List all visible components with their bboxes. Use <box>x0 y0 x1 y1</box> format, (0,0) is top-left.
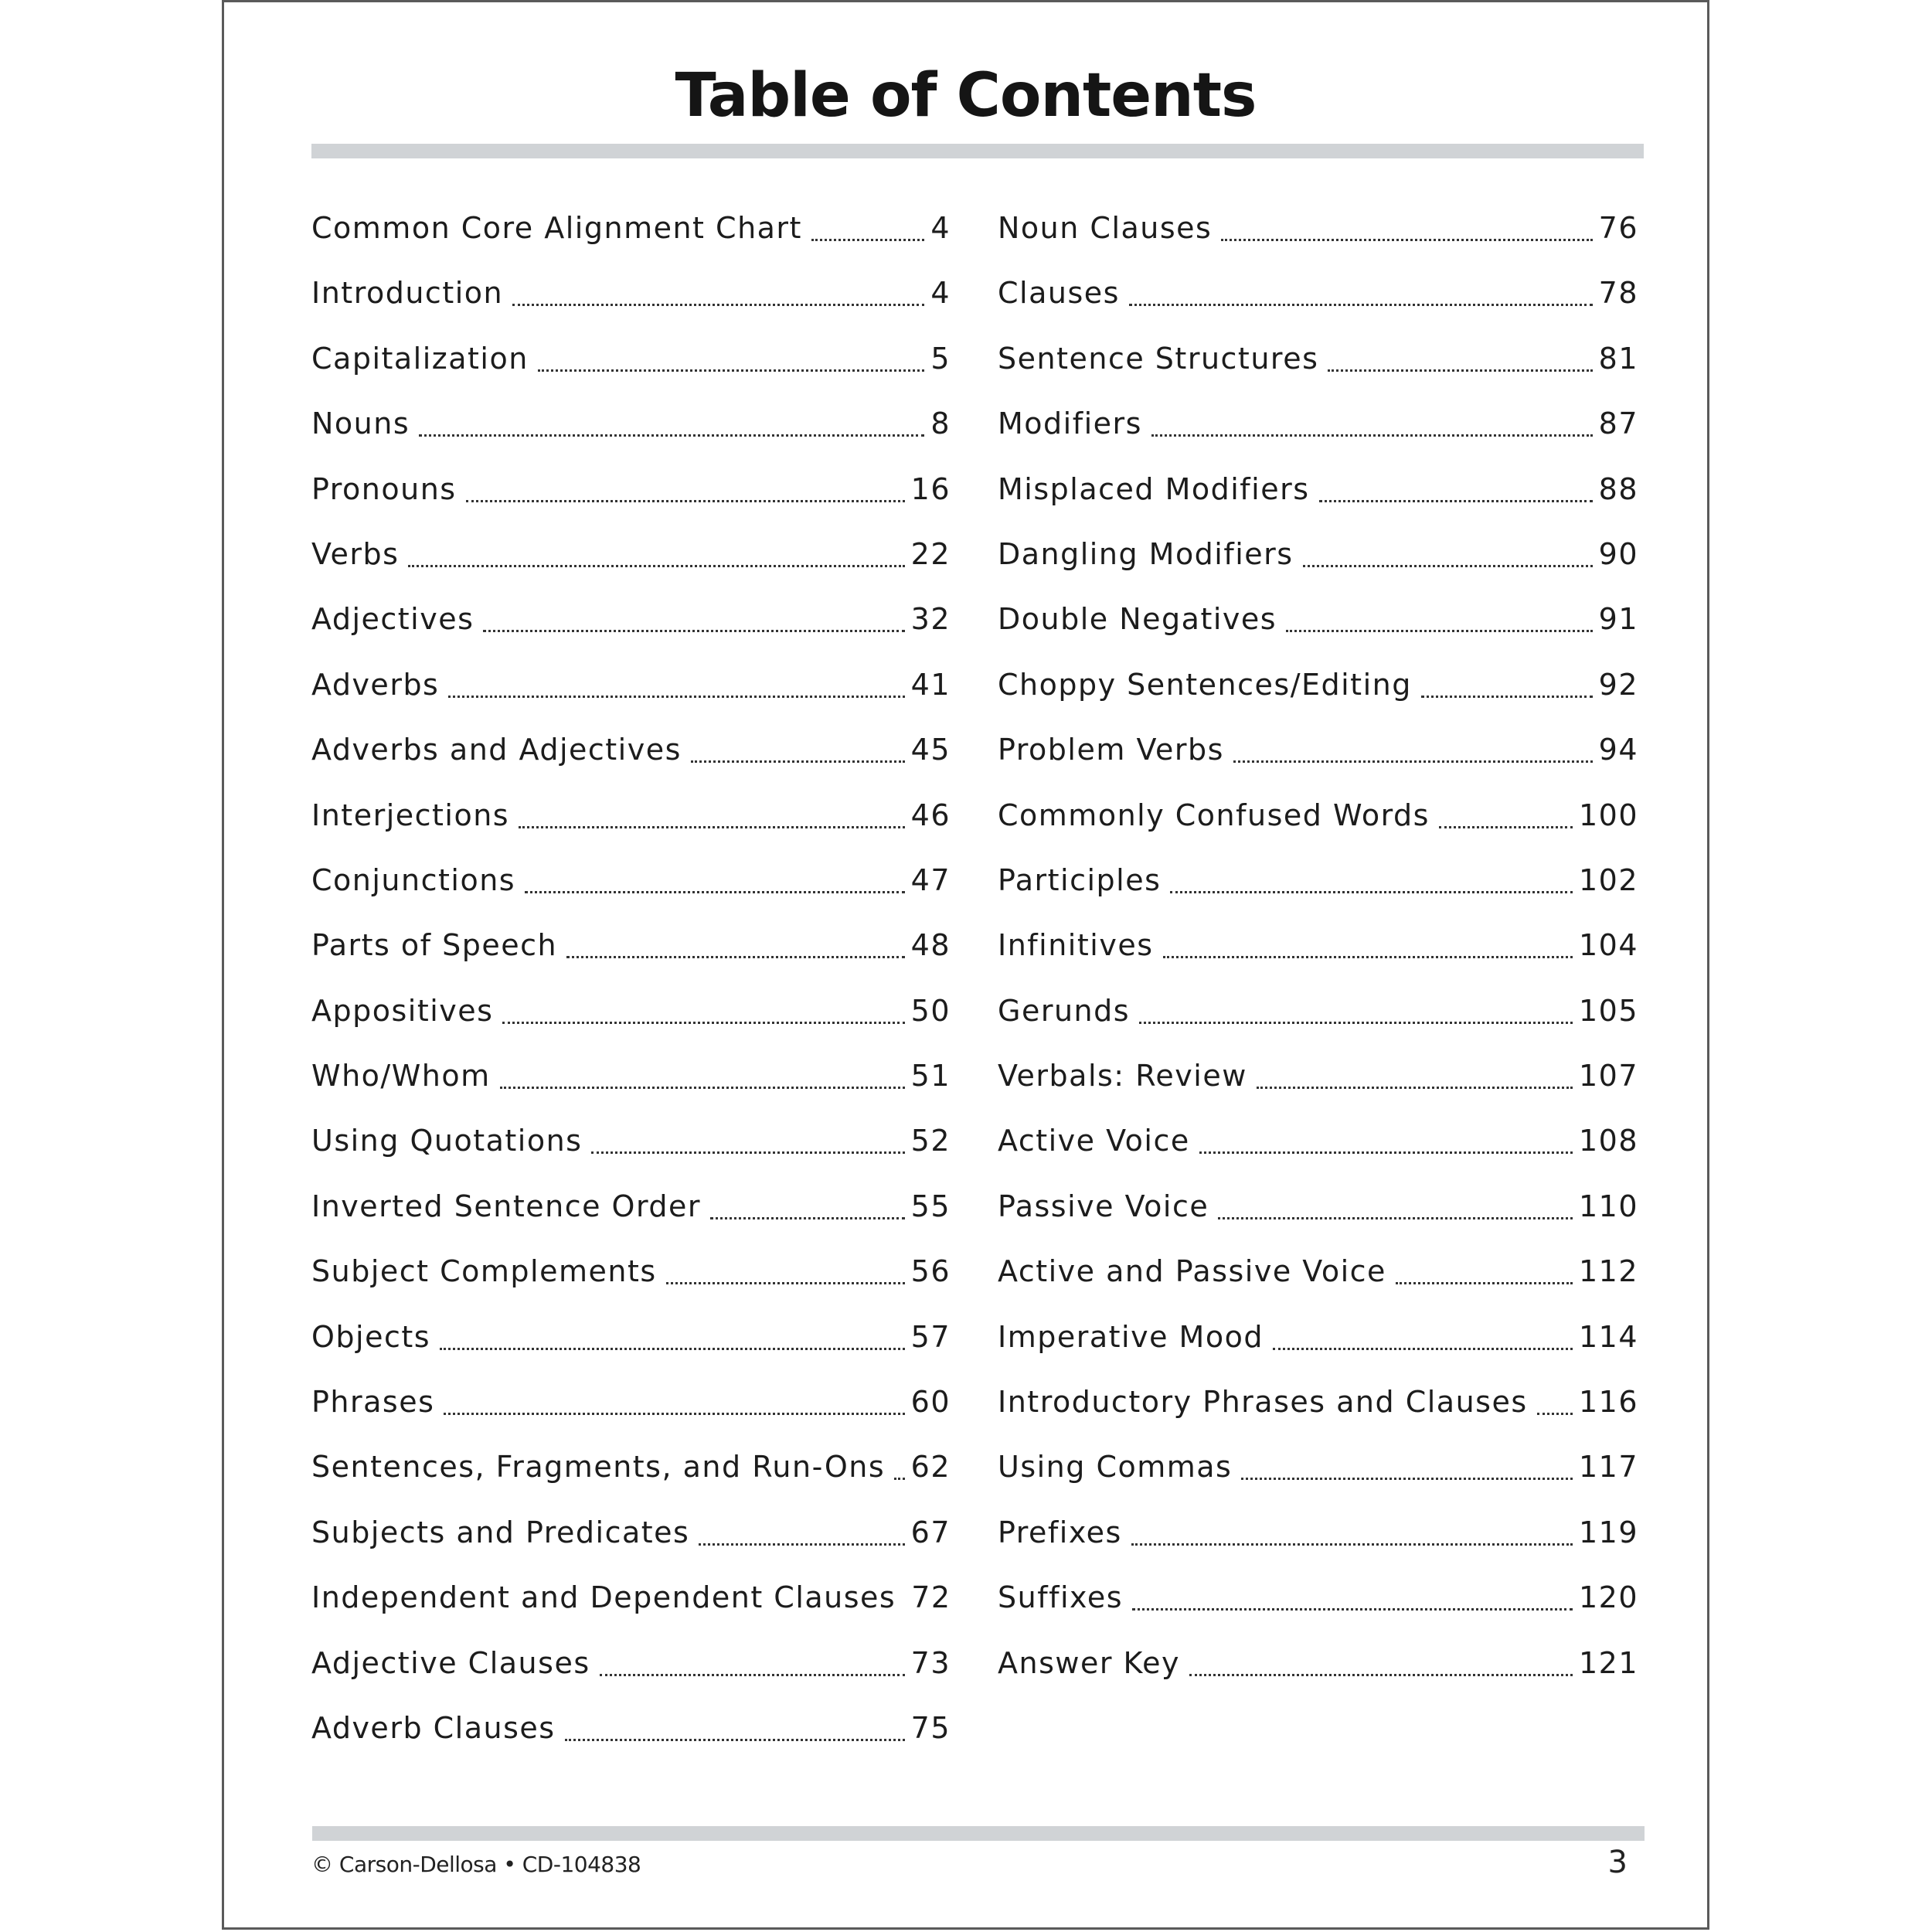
toc-entry <box>998 1117 1638 1182</box>
dot-leader <box>1241 1444 1573 1480</box>
toc-entry <box>311 1574 951 1639</box>
toc-entry <box>311 400 951 465</box>
dot-leader <box>1233 726 1593 763</box>
toc-entry-title: Conjunctions <box>311 857 522 903</box>
toc-entry-page: 45 <box>908 726 951 773</box>
toc-entry-title: Misplaced Modifiers <box>998 466 1316 512</box>
toc-entry-title: Verbs <box>311 531 405 577</box>
toc-entry-title: Problem Verbs <box>998 726 1230 773</box>
toc-entry-page: 120 <box>1576 1574 1638 1621</box>
toc-entry-title: Adjectives <box>311 596 480 642</box>
toc-entry-page: 104 <box>1576 922 1638 968</box>
dot-leader <box>666 1248 905 1284</box>
toc-entry <box>311 1248 951 1313</box>
dot-leader <box>466 466 905 502</box>
dot-leader <box>1396 1248 1573 1284</box>
toc-entry-title: Parts of Speech <box>311 922 563 968</box>
dot-leader <box>500 1053 905 1089</box>
toc-entry-title: Pronouns <box>311 466 463 512</box>
toc-entry <box>998 792 1638 857</box>
document-page <box>222 0 1709 1930</box>
dot-leader <box>440 1314 905 1350</box>
toc-entry-page: 116 <box>1576 1379 1638 1425</box>
toc-entry-page: 121 <box>1576 1640 1638 1686</box>
dot-leader <box>444 1379 904 1415</box>
toc-entry <box>311 662 951 726</box>
toc-entry <box>311 1379 951 1444</box>
toc-entry-title: Adverb Clauses <box>311 1705 562 1751</box>
toc-entry <box>998 400 1638 465</box>
dot-leader <box>1286 596 1593 632</box>
toc-entry-page: 100 <box>1576 792 1638 838</box>
dot-leader <box>1421 662 1593 698</box>
toc-entry-page: 76 <box>1596 205 1638 251</box>
toc-entry-page: 50 <box>908 988 951 1034</box>
toc-entry-page: 67 <box>908 1509 951 1556</box>
toc-entry-page: 75 <box>908 1705 951 1751</box>
toc-entry <box>998 335 1638 400</box>
toc-entry <box>311 792 951 857</box>
page-title: Table of Contents <box>675 61 1257 131</box>
toc-entry <box>311 531 951 596</box>
dot-leader <box>448 662 904 698</box>
toc-entry <box>998 205 1638 270</box>
toc-entry <box>998 726 1638 791</box>
toc-entry-page: 102 <box>1576 857 1638 903</box>
toc-entry-title: Active and Passive Voice <box>998 1248 1393 1294</box>
toc-entry-title: Common Core Alignment Chart <box>311 205 808 251</box>
toc-entry-title: Sentences, Fragments, and Run-Ons <box>311 1444 891 1490</box>
dot-leader <box>419 400 924 437</box>
toc-entry-title: Introduction <box>311 270 509 316</box>
toc-entry-title: Noun Clauses <box>998 205 1218 251</box>
dot-leader <box>591 1117 904 1154</box>
toc-entry-page: 110 <box>1576 1183 1638 1230</box>
toc-entry-title: Answer Key <box>998 1640 1186 1686</box>
toc-entry-title: Double Negatives <box>998 596 1283 642</box>
dot-leader <box>502 988 904 1024</box>
toc-entry-page: 4 <box>927 205 951 251</box>
dot-leader <box>1273 1314 1573 1350</box>
toc-entry-title: Objects <box>311 1314 437 1360</box>
toc-entry-page: 22 <box>908 531 951 577</box>
toc-entry-page: 56 <box>908 1248 951 1294</box>
toc-entry-title: Adverbs <box>311 662 445 708</box>
toc-entry-title: Commonly Confused Words <box>998 792 1436 838</box>
toc-entry-title: Modifiers <box>998 400 1148 447</box>
toc-entry-page: 119 <box>1576 1509 1638 1556</box>
toc-entry-title: Who/Whom <box>311 1053 497 1099</box>
toc-entry-title: Participles <box>998 857 1167 903</box>
toc-entry-page: 55 <box>908 1183 951 1230</box>
toc-entry-page: 52 <box>908 1117 951 1164</box>
toc-entry-title: Clauses <box>998 270 1126 316</box>
toc-entry-page: 51 <box>908 1053 951 1099</box>
toc-entry-title: Active Voice <box>998 1117 1196 1164</box>
toc-entry-page: 114 <box>1576 1314 1638 1360</box>
dot-leader <box>483 596 904 632</box>
header-rule <box>311 144 1644 158</box>
toc-entry-page: 78 <box>1596 270 1638 316</box>
dot-leader <box>1170 857 1573 893</box>
toc-entry <box>311 1183 951 1248</box>
dot-leader <box>1439 792 1573 828</box>
toc-entry-title: Using Quotations <box>311 1117 588 1164</box>
toc-entry-page: 46 <box>908 792 951 838</box>
toc-entry-page: 81 <box>1596 335 1638 382</box>
dot-leader <box>566 922 905 958</box>
dot-leader <box>565 1705 905 1741</box>
toc-entry <box>311 1117 951 1182</box>
dot-leader <box>1221 205 1592 241</box>
page-number: 3 <box>1607 1845 1628 1880</box>
toc-entry-page: 73 <box>908 1640 951 1686</box>
toc-entry-title: Nouns <box>311 400 416 447</box>
toc-entry-page: 90 <box>1596 531 1638 577</box>
toc-entry-title: Prefixes <box>998 1509 1128 1556</box>
dot-leader <box>811 205 924 241</box>
toc-entry-page: 117 <box>1576 1444 1638 1490</box>
toc-entry <box>311 335 951 400</box>
dot-leader <box>1319 466 1593 502</box>
dot-leader <box>600 1640 905 1676</box>
toc-entry-page: 92 <box>1596 662 1638 708</box>
toc-entry-page: 88 <box>1596 466 1638 512</box>
toc-entry <box>998 1640 1638 1705</box>
toc-entry-title: Imperative Mood <box>998 1314 1270 1360</box>
toc-entry-title: Appositives <box>311 988 499 1034</box>
toc-entry-page: 41 <box>908 662 951 708</box>
toc-entry <box>998 1509 1638 1574</box>
dot-leader <box>710 1183 905 1219</box>
toc-entry-page: 4 <box>927 270 951 316</box>
toc-entry <box>998 988 1638 1053</box>
toc-entry-title: Interjections <box>311 792 515 838</box>
dot-leader <box>408 531 904 567</box>
toc-entry <box>311 1509 951 1574</box>
toc-entry <box>998 1314 1638 1379</box>
toc-entry <box>998 1444 1638 1509</box>
dot-leader <box>1303 531 1593 567</box>
toc-entry-title: Verbals: Review <box>998 1053 1253 1099</box>
toc-entry <box>311 270 951 335</box>
toc-entry-title: Dangling Modifiers <box>998 531 1300 577</box>
toc-entry-title: Adjective Clauses <box>311 1640 597 1686</box>
toc-entry <box>998 466 1638 531</box>
toc-entry <box>311 857 951 922</box>
dot-leader <box>1139 988 1573 1024</box>
toc-entry <box>998 1379 1638 1444</box>
dot-leader <box>1163 922 1573 958</box>
toc-entry-title: Using Commas <box>998 1444 1238 1490</box>
dot-leader <box>1537 1379 1573 1415</box>
toc-entry-title: Subject Complements <box>311 1248 663 1294</box>
toc-entry <box>311 988 951 1053</box>
toc-entry-page: 91 <box>1596 596 1638 642</box>
toc-entry <box>998 270 1638 335</box>
toc-entry-title: Suffixes <box>998 1574 1129 1621</box>
toc-entry-title: Independent and Dependent Clauses <box>311 1574 902 1621</box>
toc-entry-title: Capitalization <box>311 335 535 382</box>
toc-entry <box>998 1574 1638 1639</box>
toc-entry <box>311 1640 951 1705</box>
toc-entry-title: Sentence Structures <box>998 335 1325 382</box>
dot-leader <box>538 335 924 372</box>
toc-entry-page: 47 <box>908 857 951 903</box>
toc-entry <box>311 1314 951 1379</box>
dot-leader <box>1131 1509 1573 1546</box>
toc-entry <box>311 922 951 987</box>
toc-entry <box>998 531 1638 596</box>
toc-entry-title: Infinitives <box>998 922 1160 968</box>
copyright-notice: © Carson-Dellosa • CD-104838 <box>311 1852 641 1877</box>
toc-entry <box>311 726 951 791</box>
toc-column-right <box>998 205 1638 1705</box>
dot-leader <box>699 1509 904 1546</box>
toc-entry-page: 57 <box>908 1314 951 1360</box>
toc-entry <box>311 466 951 531</box>
footer-rule <box>312 1826 1645 1841</box>
dot-leader <box>1129 270 1593 306</box>
toc-entry <box>998 1248 1638 1313</box>
dot-leader <box>519 792 905 828</box>
toc-entry-title: Choppy Sentences/Editing <box>998 662 1418 708</box>
dot-leader <box>1328 335 1592 372</box>
toc-entry-title: Gerunds <box>998 988 1136 1034</box>
toc-column-left <box>311 205 951 1770</box>
toc-entry <box>998 1053 1638 1117</box>
dot-leader <box>1218 1183 1573 1219</box>
dot-leader <box>1189 1640 1573 1676</box>
toc-entry-page: 48 <box>908 922 951 968</box>
toc-entry <box>311 1705 951 1770</box>
toc-entry-page: 8 <box>927 400 951 447</box>
toc-entry <box>311 1053 951 1117</box>
toc-entry-page: 16 <box>908 466 951 512</box>
toc-entry-page: 60 <box>908 1379 951 1425</box>
toc-entry-page: 72 <box>908 1574 951 1621</box>
toc-entry <box>998 1183 1638 1248</box>
toc-entry-page: 112 <box>1576 1248 1638 1294</box>
dot-leader <box>1151 400 1593 437</box>
toc-entry-title: Introductory Phrases and Clauses <box>998 1379 1534 1425</box>
toc-entry <box>998 662 1638 726</box>
toc-entry-page: 5 <box>927 335 951 382</box>
dot-leader <box>894 1444 905 1480</box>
dot-leader <box>1132 1574 1573 1611</box>
toc-entry <box>311 205 951 270</box>
toc-entry-title: Subjects and Predicates <box>311 1509 696 1556</box>
toc-entry-title: Inverted Sentence Order <box>311 1183 707 1230</box>
dot-leader <box>691 726 905 763</box>
toc-entry-page: 105 <box>1576 988 1638 1034</box>
toc-entry-page: 87 <box>1596 400 1638 447</box>
toc-entry-title: Phrases <box>311 1379 440 1425</box>
toc-entry-title: Adverbs and Adjectives <box>311 726 688 773</box>
toc-entry <box>311 596 951 661</box>
toc-entry-page: 107 <box>1576 1053 1638 1099</box>
toc-entry <box>998 596 1638 661</box>
toc-entry <box>998 857 1638 922</box>
dot-leader <box>512 270 924 306</box>
dot-leader <box>525 857 905 893</box>
toc-entry <box>998 922 1638 987</box>
toc-entry-page: 62 <box>908 1444 951 1490</box>
toc-entry-page: 94 <box>1596 726 1638 773</box>
dot-leader <box>1199 1117 1573 1154</box>
toc-entry-page: 32 <box>908 596 951 642</box>
toc-entry-title: Passive Voice <box>998 1183 1215 1230</box>
dot-leader <box>1257 1053 1573 1089</box>
toc-entry <box>311 1444 951 1509</box>
toc-entry-page: 108 <box>1576 1117 1638 1164</box>
